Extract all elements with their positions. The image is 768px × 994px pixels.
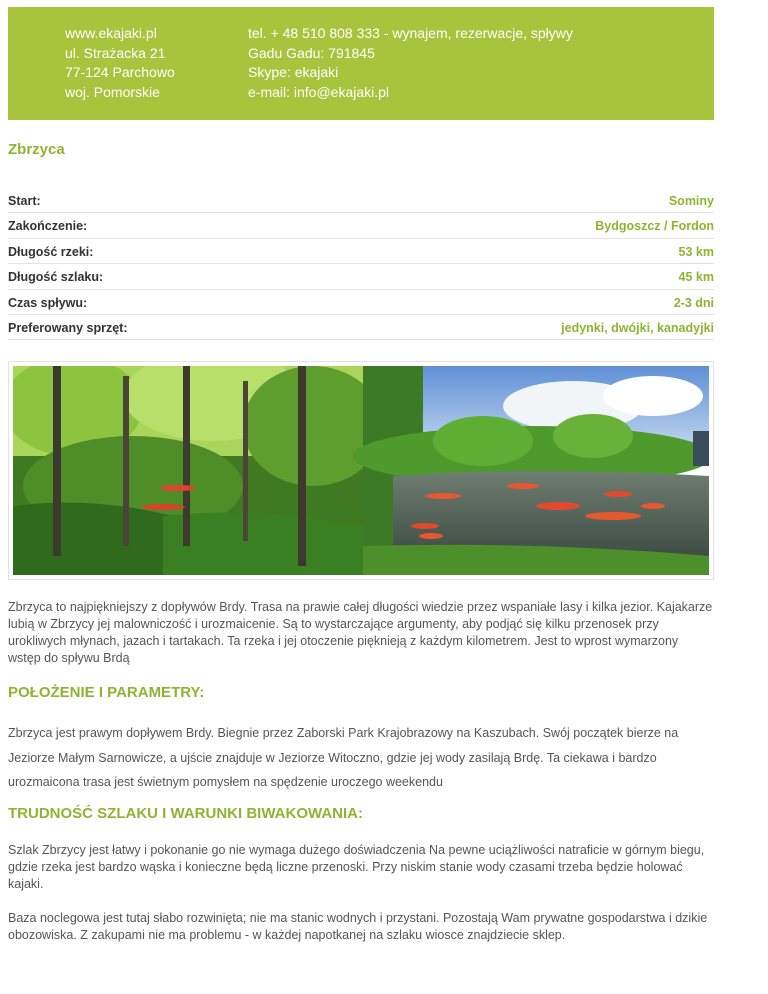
param-value: 45 km xyxy=(678,270,714,285)
param-row xyxy=(8,264,714,289)
contact-header xyxy=(8,7,714,120)
contact-block xyxy=(248,24,573,102)
section-heading-location: POŁOŻENIE I PARAMETRY: xyxy=(8,684,205,701)
param-label: Długość rzeki: xyxy=(8,244,94,259)
param-row xyxy=(8,239,714,264)
address-block xyxy=(65,24,175,102)
website-link[interactable]: www.ekajaki.pl xyxy=(65,25,157,41)
skype-line: Skype: ekajaki xyxy=(248,64,339,80)
region: woj. Pomorskie xyxy=(65,83,160,100)
param-label: Start: xyxy=(8,194,41,208)
param-label: Czas spływu: xyxy=(8,295,88,310)
postal-city: 77-124 Parchowo xyxy=(65,64,175,80)
section-heading-difficulty: TRUDNOŚĆ SZLAKU I WARUNKI BIWAKOWANIA: xyxy=(8,805,363,822)
param-row xyxy=(8,315,714,340)
location-paragraph: Zbrzyca jest prawym dopływem Brdy. Biegnie przez Zaborski Park Krajobrazowy na Kaszubach. Swój początek bierze na Jeziorze Małym Sarnowicze, a ujście znajduje w Jeziorze Witoczno, gdzie jej wody zasilają Brdę. Ta ciekawa i bardzo urozmaicona trasa jest świetnym pomysłem na spędzenie uroczego weekendu xyxy=(8,726,679,789)
river-photo-frame xyxy=(8,361,714,580)
param-value: Bydgoszcz / Fordon xyxy=(595,219,714,234)
email-link[interactable]: e-mail: info@ekajaki.pl xyxy=(248,83,390,100)
param-value: Sominy xyxy=(668,194,714,208)
param-row xyxy=(8,290,714,315)
param-value: 53 km xyxy=(678,244,714,259)
difficulty-paragraph: Szlak Zbrzycy jest łatwy i pokonanie go nie wymaga dużego doświadczenia Na pewne uciążliwości natraficie w górnym biegu, gdzie rzeka jest bardzo wąska i konieczne będą liczne przenoski. Przy niskim stanie wody czasami trzeba będzie holować kajaki. xyxy=(8,843,705,891)
param-label: Zakończenie: xyxy=(8,219,88,234)
intro-paragraph: Zbrzyca to najpiękniejszy z dopływów Brdy. Trasa na prawie całej długości wiedzie przez wspaniałe lasy i kilka jezior. Kajakarze lubią w Zbrzycy jej malowniczość i urozmaicenie. Są to wystarczające argumenty, aby podjąć się kilku przenosek przy urokliwych młynach, jazach i tartakach. Ta rzeka i jej otoczenie pięknieją z każdym kilometrem. Jest to wprost wymarzony wstęp do spływu Brdą xyxy=(8,600,713,665)
page-title: Zbrzyca xyxy=(8,141,65,158)
street-address: ul. Strażacka 21 xyxy=(65,44,166,61)
trail-parameters xyxy=(8,188,714,340)
param-row xyxy=(8,213,714,238)
camping-paragraph: Baza noclegowa jest tutaj słabo rozwinięta; nie ma stanic wodnych i przystani. Pozostają Wam prywatne gospodarstwa i dzikie obozowiska. Z zakupami nie ma problemu - w każdej napotkanej na szlaku wiosce znajdziecie sklep. xyxy=(8,911,708,942)
phone-line: tel. + 48 510 808 333 - wynajem, rezerwacje, spływy xyxy=(248,25,573,41)
param-value: 2-3 dni xyxy=(673,295,714,310)
river-kayaks-photo xyxy=(13,366,709,575)
param-row xyxy=(8,188,714,213)
param-label: Preferowany sprzęt: xyxy=(8,320,128,335)
param-label: Długość szlaku: xyxy=(8,270,104,285)
gadu-gadu-line: Gadu Gadu: 791845 xyxy=(248,44,375,61)
param-value: jedynki, dwójki, kanadyjki xyxy=(561,320,714,335)
